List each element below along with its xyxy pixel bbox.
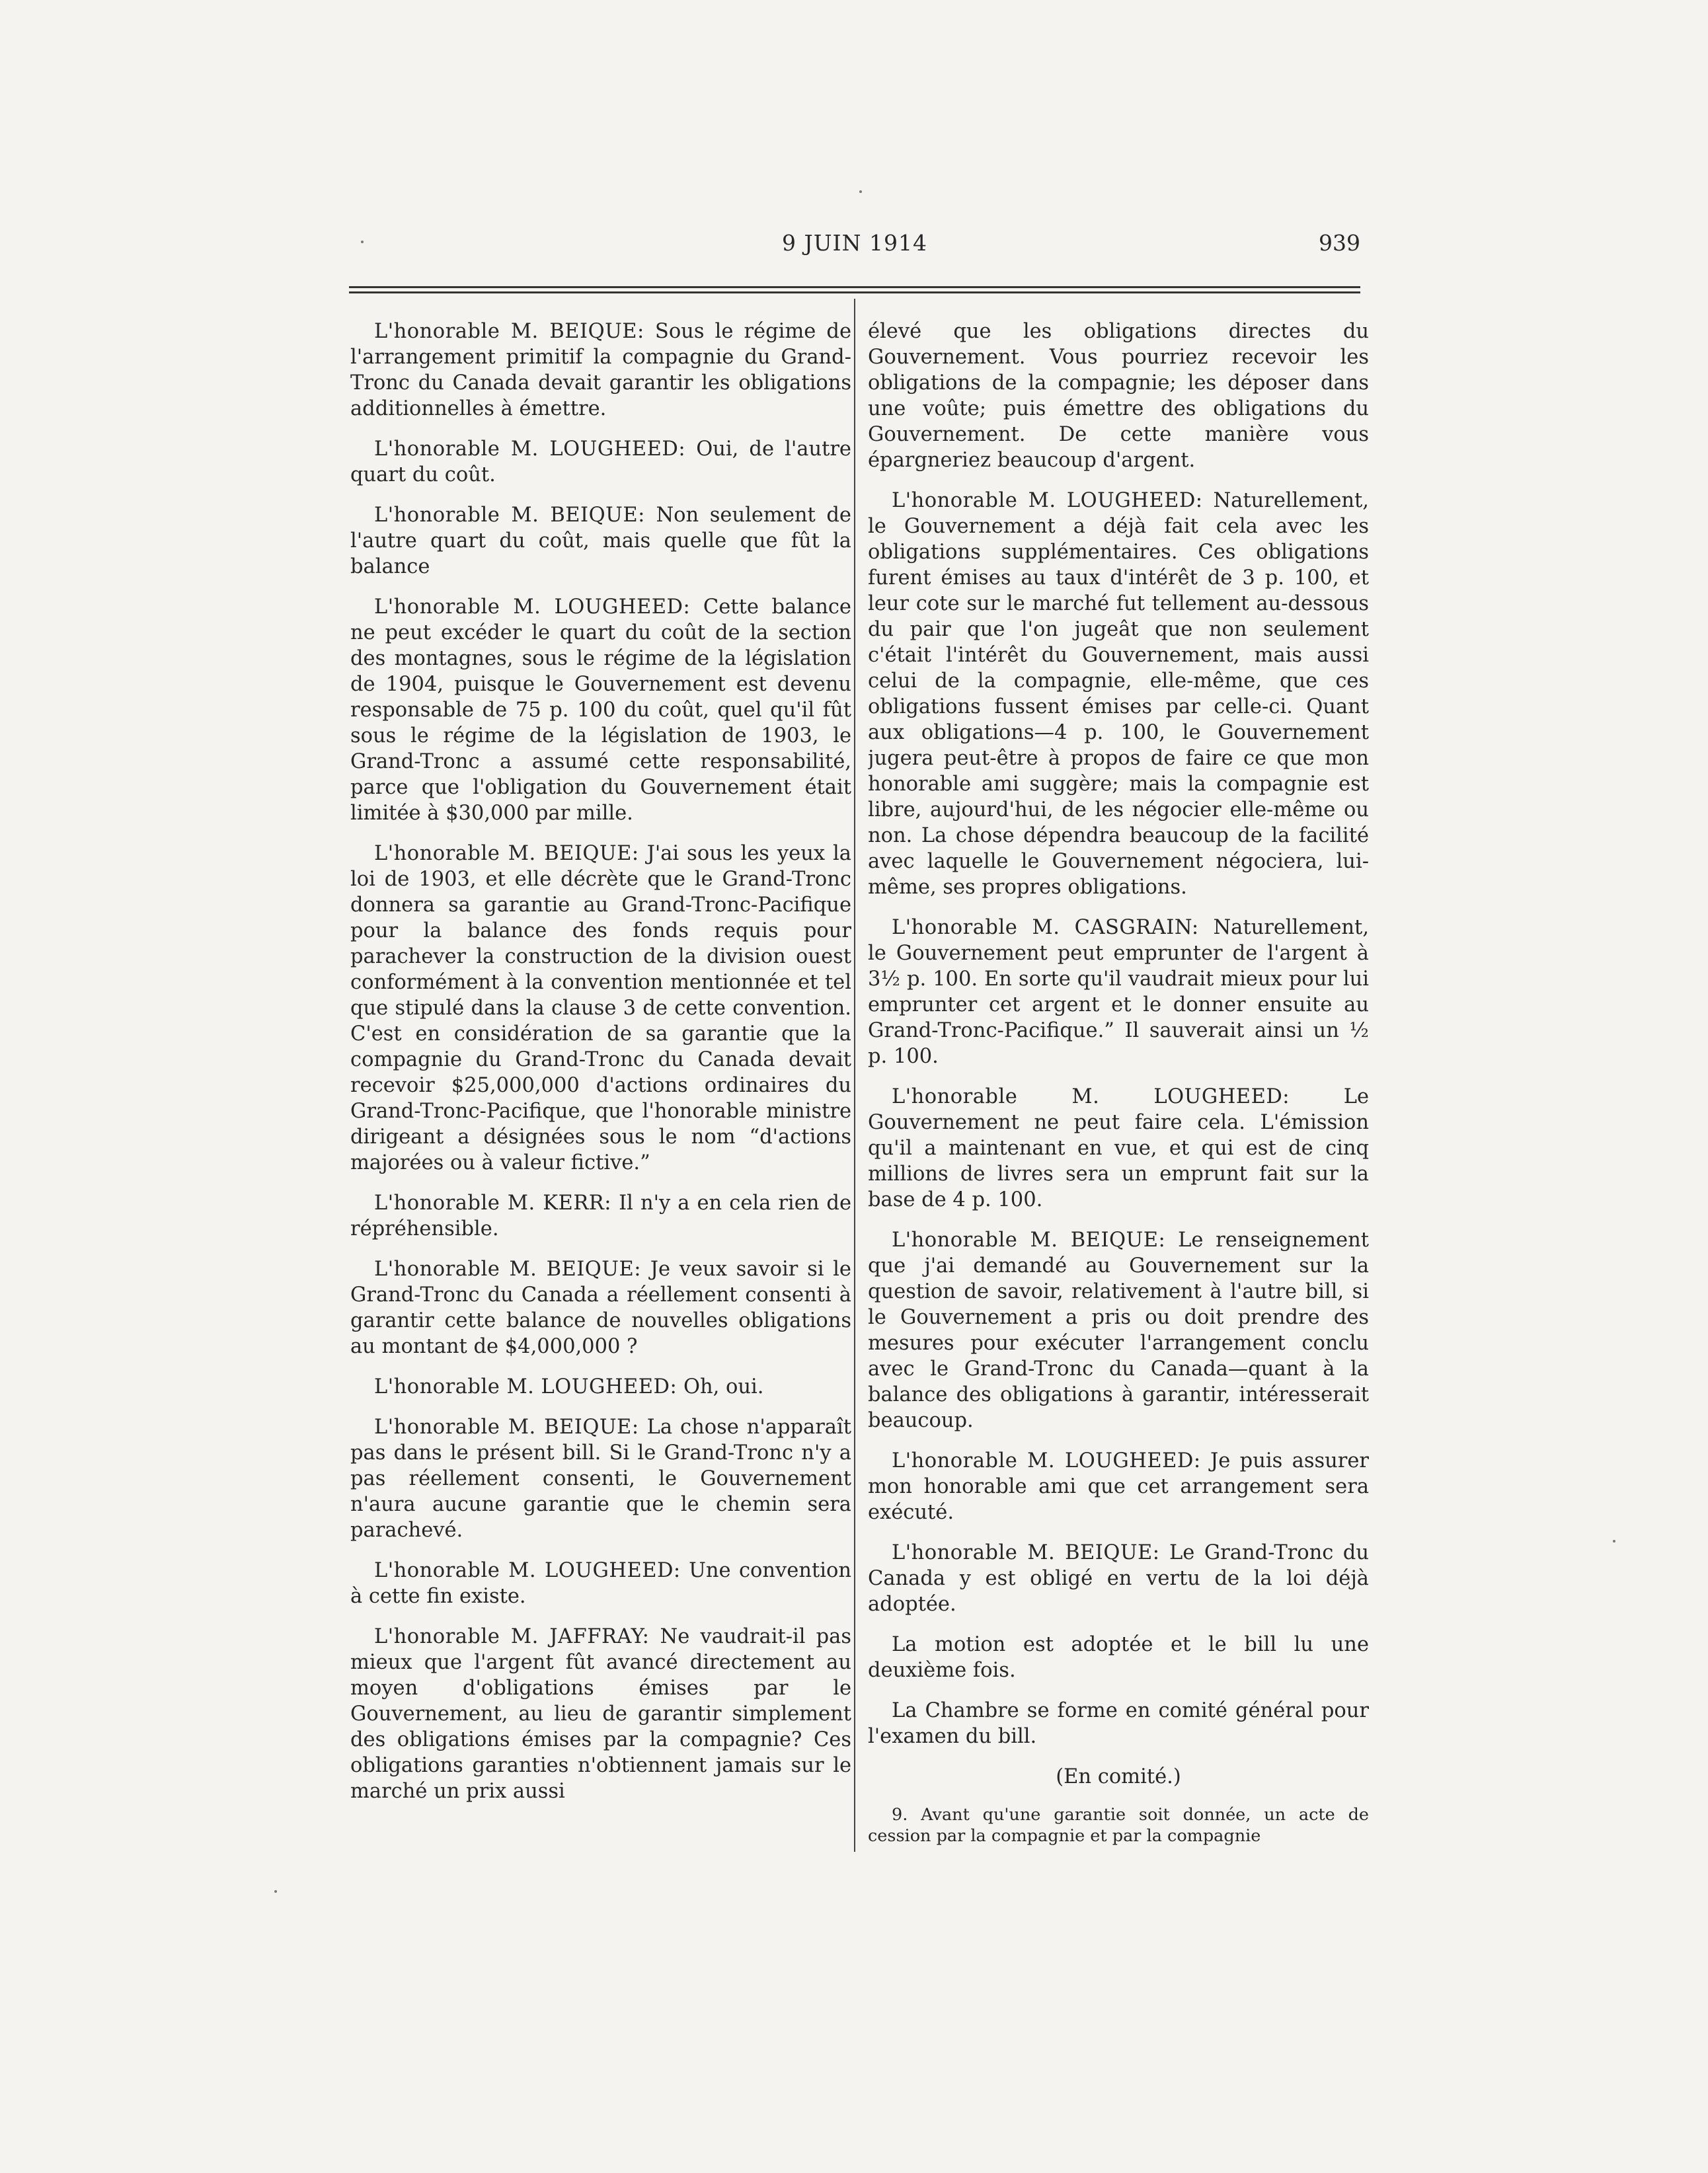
paragraph-text: Oui, de l'autre quart du coût.	[350, 438, 851, 486]
left-column	[350, 319, 851, 1872]
speaker-name: L'honorable M. KERR:	[374, 1192, 612, 1215]
paragraph-text: Le renseignement que j'ai demandé au Gouvernement sur la question de savoir, relativement à l'autre bill, si le Gouvernement a pris ou doit prendre des mesures pour exécuter l'arrangement conclu avec le Grand-Tronc du Canada—quant à la balance des obligations à garantir, intéresserait beaucoup.	[868, 1229, 1369, 1432]
paragraph	[350, 594, 851, 826]
paragraph	[868, 1227, 1369, 1433]
scan-speck	[1613, 1540, 1615, 1543]
speaker-name: L'honorable M. LOUGHEED:	[374, 438, 686, 461]
paragraph-text: Cette balance ne peut excéder le quart du coût de la section des montagnes, sous le régime de la législation de 1904, puisque le Gouvernement est devenu responsable de 75 p. 100 du coût, quel qu'il fût sous le régime de la législation de 1903, le Grand-Tronc a assumé cette responsabilité, parce que l'obligation du Gouvernement était limitée à $30,000 par mille.	[350, 595, 851, 825]
header-rule-bottom	[349, 291, 1360, 293]
paragraph	[868, 915, 1369, 1069]
paragraph-text: (En comité.)	[1056, 1765, 1181, 1788]
page-header	[349, 230, 1360, 263]
paragraph	[350, 1190, 851, 1242]
paragraph-text: Ne vaudrait-il pas mieux que l'argent fût avancé directement au moyen d'obligations émises par le Gouvernement, au lieu de garantir simplement des obligations émises par la compagnie? Ces obligations garanties n'obtiennent jamais sur le marché un prix aussi	[350, 1625, 851, 1803]
paragraph-text: La chose n'apparaît pas dans le présent bill. Si le Grand-Tronc n'y a pas réellement consenti, le Gouvernement n'aura aucune garantie que le chemin sera parachevé.	[350, 1416, 851, 1542]
paragraph	[868, 1632, 1369, 1683]
column-divider	[854, 299, 855, 1852]
paragraph-text: Oh, oui.	[683, 1375, 764, 1398]
speaker-name: L'honorable M. LOUGHEED:	[374, 1375, 678, 1398]
paragraph	[350, 1256, 851, 1359]
paragraph	[868, 1698, 1369, 1749]
speaker-name: L'honorable M. BEIQUE:	[374, 320, 644, 343]
header-date: 9 JUIN 1914	[782, 230, 927, 256]
paragraph	[350, 841, 851, 1176]
paragraph-text: Je veux savoir si le Grand-Tronc du Canada a réellement consenti à garantir cette balance de nouvelles obligations au montant de $4,000,000 ?	[350, 1258, 851, 1358]
paragraph	[868, 1540, 1369, 1617]
paragraph-text: Sous le régime de l'arrangement primitif la compagnie du Grand-Tronc du Canada devait garantir les obligations additionnelles à émettre.	[350, 320, 851, 420]
paragraph-text: Il n'y a en cela rien de répréhensible.	[350, 1192, 851, 1240]
speaker-name: L'honorable M. BEIQUE:	[374, 1258, 642, 1281]
speaker-name: L'honorable M. LOUGHEED:	[892, 1449, 1201, 1472]
speaker-name: L'honorable M. LOUGHEED:	[374, 595, 691, 619]
speaker-name: L'honorable M. LOUGHEED:	[892, 1085, 1290, 1108]
paragraph	[350, 436, 851, 488]
paragraph-text: Le Gouvernement ne peut faire cela. L'émission qu'il a maintenant en vue, et qui est de cinq millions de livres sera un emprunt fait sur la base de 4 p. 100.	[868, 1085, 1369, 1211]
speaker-name: L'honorable M. LOUGHEED:	[374, 1559, 681, 1582]
paragraph-text: La motion est adoptée et le bill lu une deuxième fois.	[868, 1633, 1369, 1682]
paragraph	[868, 319, 1369, 473]
paragraph	[350, 1558, 851, 1609]
speaker-name: L'honorable M. BEIQUE:	[892, 1541, 1160, 1564]
paragraph-text: Je puis assurer mon honorable ami que cet arrangement sera exécuté.	[868, 1449, 1369, 1524]
paragraph-text: Non seulement de l'autre quart du coût, mais quelle que fût la balance	[350, 504, 851, 578]
paragraph	[350, 1374, 851, 1400]
speaker-name: L'honorable M. BEIQUE:	[374, 504, 645, 527]
speaker-name: L'honorable M. CASGRAIN:	[892, 916, 1199, 939]
paragraph	[868, 1764, 1369, 1790]
paragraph	[350, 502, 851, 580]
paragraph	[868, 488, 1369, 900]
paragraph	[868, 1084, 1369, 1213]
paragraph	[350, 319, 851, 422]
paragraph-text: La Chambre se forme en comité général pour l'examen du bill.	[868, 1699, 1369, 1748]
speaker-name: L'honorable M. BEIQUE:	[892, 1229, 1166, 1252]
speaker-name: L'honorable M. BEIQUE:	[374, 842, 639, 865]
paragraph-text: Une convention à cette fin existe.	[350, 1559, 851, 1608]
scan-speck	[274, 1890, 277, 1893]
paragraph-text: élevé que les obligations directes du Gouvernement. Vous pourriez recevoir les obligations de la compagnie; les déposer dans une voûte; puis émettre des obligations du Gouvernement. De cette manière vous épargneriez beaucoup d'argent.	[868, 320, 1369, 472]
speaker-name: L'honorable M. BEIQUE:	[374, 1416, 639, 1439]
header-rule-top	[349, 286, 1360, 288]
scan-speck	[361, 241, 364, 243]
speaker-name: L'honorable M. JAFFRAY:	[374, 1625, 650, 1648]
paragraph-text: Le Grand-Tronc du Canada y est obligé en vertu de la loi déjà adoptée.	[868, 1541, 1369, 1616]
paragraph	[350, 1624, 851, 1804]
right-column	[868, 319, 1369, 1872]
paragraph	[350, 1414, 851, 1543]
speaker-name: L'honorable M. LOUGHEED:	[892, 489, 1203, 512]
page-number: 939	[1319, 230, 1360, 256]
paragraph-text: Naturellement, le Gouvernement peut emprunter de l'argent à 3½ p. 100. En sorte qu'il vaudrait mieux pour lui emprunter cet argent et le donner ensuite au Grand-Tronc-Pacifique.” Il sauverait ainsi un ½ p. 100.	[868, 916, 1369, 1068]
paragraph-text: 9. Avant qu'une garantie soit donnée, un acte de cession par la compagnie et par la compagnie	[868, 1805, 1369, 1846]
paragraph-text: Naturellement, le Gouvernement a déjà fait cela avec les obligations supplémentaires. Ces obligations furent émises au taux d'intérêt de 3 p. 100, et leur cote sur le marché fut tellement au-dessous du pair que l'on jugeât que non seulement c'était l'intérêt du Gouvernement, mais aussi celui de la compagnie, elle-même, que ces obligations fussent émises par celle-ci. Quant aux obligations—4 p. 100, le Gouvernement jugera peut-être à propos de faire ce que mon honorable ami suggère; mais la compagnie est libre, aujourd'hui, de les négocier elle-même ou non. La chose dépendra beaucoup de la facilité avec laquelle le Gouvernement négociera, lui-même, ses propres obligations.	[868, 489, 1369, 899]
paragraph	[868, 1804, 1369, 1847]
scan-speck	[859, 190, 862, 193]
paragraph-text: J'ai sous les yeux la loi de 1903, et elle décrète que le Grand-Tronc donnera sa garantie au Grand-Tronc-Pacifique pour la balance des fonds requis pour parachever la construction de la division ouest conformément à la convention mentionnée et tel que stipulé dans la clause 3 de cette convention. C'est en considération de sa garantie que la compagnie du Grand-Tronc du Canada devait recevoir $25,000,000 d'actions ordinaires du Grand-Tronc-Pacifique, que l'honorable ministre dirigeant a désignées sous le nom “d'actions majorées ou à valeur fictive.”	[350, 842, 851, 1174]
paragraph	[868, 1448, 1369, 1525]
